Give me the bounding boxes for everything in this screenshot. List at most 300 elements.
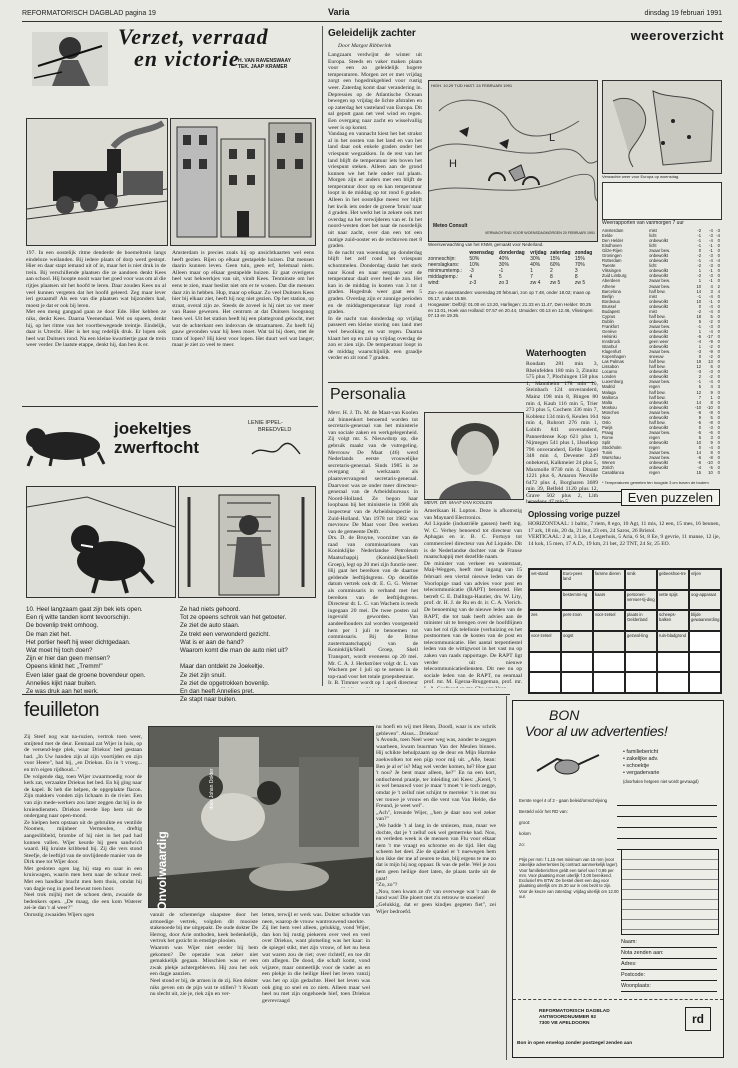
city-name: Twente bbox=[602, 263, 616, 269]
feuilleton-author-wrap bbox=[206, 762, 218, 822]
forecast-value: zo 3 bbox=[498, 280, 509, 286]
city-weather: onbewolkt bbox=[649, 404, 668, 410]
crossword-cell[interactable]: scheeps-balken bbox=[657, 610, 689, 631]
city-temp: 3 bbox=[710, 288, 713, 294]
city-weather: zwaar bew. bbox=[649, 409, 671, 415]
city-temp: 0 bbox=[717, 374, 720, 380]
city-temp: 1 bbox=[698, 278, 702, 284]
forecast-body bbox=[428, 256, 596, 286]
ad-form-field[interactable]: Woonplaats: bbox=[621, 981, 717, 992]
comic2-title-1: joekeltjes bbox=[114, 419, 192, 438]
city-temp: -6 bbox=[697, 409, 702, 415]
comic2-banner bbox=[22, 412, 318, 470]
city-temp: 0 bbox=[717, 409, 720, 415]
forecast-table bbox=[428, 250, 596, 286]
city-temp: 1 bbox=[698, 328, 702, 334]
crossword-cell[interactable]: voor-zetsel bbox=[529, 631, 561, 652]
city-weather: zwaar bew. bbox=[649, 450, 671, 456]
city-temp: 14 bbox=[696, 399, 702, 405]
ad-form-field[interactable]: Nota zenden aan: bbox=[621, 948, 717, 959]
city-weather: regen bbox=[649, 384, 660, 390]
crossword-cell[interactable] bbox=[593, 672, 625, 693]
city-weather: onbewolkt bbox=[649, 369, 668, 375]
svg-text:H: H bbox=[449, 158, 457, 170]
city-name: Warschau bbox=[602, 455, 621, 461]
city-temp: -1 bbox=[697, 233, 702, 239]
header-right: dinsdag 19 februari 1991 bbox=[644, 9, 722, 17]
ad-form-field[interactable]: Postcode: bbox=[621, 970, 717, 981]
city-weather: onbewolkt bbox=[649, 439, 668, 445]
city-temp: 6 bbox=[710, 364, 713, 370]
ad-field-label: zo: bbox=[519, 842, 525, 847]
city-temp: 0 bbox=[717, 238, 720, 244]
city-weather: half bew. bbox=[649, 389, 666, 395]
city-temp: 0 bbox=[717, 328, 720, 334]
city-temp: -2 bbox=[709, 374, 713, 380]
crossword-cell[interactable] bbox=[689, 652, 721, 673]
city-name: Nice bbox=[602, 414, 611, 420]
crossword-cell[interactable]: gezwol-ling bbox=[625, 631, 657, 652]
city-temp: 0 bbox=[717, 298, 720, 304]
city-weather: onbewolkt bbox=[649, 333, 668, 339]
puzzel-text: HORIZONTAAL: 1 baltic, 7 riem, 8 ego, 10 Agt, 11 mis, 12 een, 15 mes, 16 beunen, 17 ark, 18 nis, 20 da, 21 hut, 23 em, 24 Saros, 26 Bristol. VERTICAAL: 2 ar, 3 Lie, 4 Legerhuis, 5 Aria, 6 St, 8 Ee, 9 gevrie, 11 manse, 12 ije, 14 kok, 15 men, 17 A.D., 19 km, 21 het, 22 TNT, 24 Sr, 25 EO. bbox=[528, 521, 720, 547]
forecast-value: 7 bbox=[530, 274, 533, 280]
forecast-value: 15% bbox=[574, 256, 585, 262]
soldier-illustration bbox=[22, 26, 118, 90]
forecast-value: z-3 bbox=[469, 280, 477, 286]
crossword-cell[interactable] bbox=[561, 652, 593, 673]
city-temp: 0 bbox=[717, 313, 720, 319]
city-weather: half bew. bbox=[649, 364, 666, 370]
personalia-photo bbox=[424, 412, 524, 500]
comic2-panel-door bbox=[178, 486, 316, 598]
city-temp: -3 bbox=[716, 228, 720, 233]
crossword-cell[interactable]: kaars bbox=[593, 590, 625, 611]
city-temp: 0 bbox=[717, 445, 720, 451]
divider bbox=[506, 696, 507, 1060]
puzzel-title: Even puzzelen bbox=[621, 489, 720, 506]
forecast-day: donderdag bbox=[498, 250, 525, 256]
crossword-cell[interactable] bbox=[561, 672, 593, 693]
city-temp: 0 bbox=[717, 349, 720, 355]
crossword-cell[interactable]: smik bbox=[625, 569, 657, 590]
city-weather: onbewolkt bbox=[649, 465, 668, 471]
city-name: Mallorca bbox=[602, 394, 618, 400]
city-weather: zwaar bew. bbox=[649, 455, 671, 461]
city-temp: 3 bbox=[717, 384, 720, 390]
city-temp: -3 bbox=[709, 253, 713, 259]
city-weather: zwaar bew. bbox=[649, 283, 671, 289]
city-temp: -10 bbox=[706, 460, 713, 466]
crossword-cell[interactable]: voor-zetsel bbox=[593, 610, 625, 631]
ad-bullet-label: familiebericht bbox=[626, 749, 659, 755]
city-name: Praag bbox=[602, 429, 614, 435]
city-weather: onbewolkt bbox=[649, 303, 668, 309]
city-temp: -5 bbox=[697, 419, 702, 425]
city-name: Locarno bbox=[602, 369, 618, 375]
city-temp: -1 bbox=[709, 243, 713, 249]
crossword-cell[interactable]: gebeeshoe-tre bbox=[657, 569, 689, 590]
city-temp: -2 bbox=[709, 344, 713, 350]
ad-input-line[interactable] bbox=[617, 828, 717, 839]
rd-logo: rd bbox=[685, 1007, 711, 1031]
city-temp: 0 bbox=[717, 318, 720, 324]
crossword-cell[interactable]: pers-zoon bbox=[561, 610, 593, 631]
forecast-value: 30% bbox=[530, 256, 541, 262]
city-temp: -1 bbox=[697, 323, 702, 329]
city-weather: zwaar bew. bbox=[649, 323, 671, 329]
forecast-day: zondag bbox=[574, 250, 593, 256]
city-temp: -3 bbox=[709, 369, 713, 375]
ad-form-field[interactable]: Naam: bbox=[621, 937, 717, 948]
crossword-cell[interactable] bbox=[593, 631, 625, 652]
crossword-cell[interactable]: vet-stand bbox=[529, 569, 561, 590]
city-temp: -2 bbox=[697, 308, 702, 314]
city-weather: regen bbox=[649, 434, 660, 440]
city-temp: -3 bbox=[709, 424, 713, 430]
city-temp: 10 bbox=[696, 283, 702, 289]
forecast-label: middagtemp.: bbox=[428, 274, 459, 280]
city-temp: 8 bbox=[710, 450, 713, 456]
city-temp: -2 bbox=[697, 273, 702, 279]
city-name: Moskou bbox=[602, 404, 617, 410]
puzzel-sub: Oplossing vorige puzzel bbox=[528, 510, 621, 519]
city-temp: -8 bbox=[709, 419, 713, 425]
city-weather: licht bbox=[649, 263, 657, 269]
city-temp: 5 bbox=[710, 313, 713, 319]
crossword-cell[interactable]: vrijen bbox=[689, 569, 721, 590]
city-temp: 4 bbox=[717, 288, 720, 294]
puzzel-solution bbox=[528, 510, 720, 547]
feuilleton-col-4: nu hoefi en wij met Henn, Doodl, waar is uw schrik gebleven". Alsus... Driekus! 's Avonds, toen Neel weer weg was, zonder te zeggen waarheen, kwam buurman Van der Meulen binnen. Hij schikte behulpzaam op de deur en Mijn Harmke zoekwolken tot een pijp voor mij uit. „Alle, bean: Ben je al er' is? Mag wel verder komen, hé? Hoe gaat 't nou? Je bent maar alleen, he?" En na een kort, ontluchtend praatje, ter inleiding zei Kees: „Kerel, 't is wel benauwd voor je maar 't moet 't ie toch zegge, omdat je 't zelluf niet schijnt te merreke: 't is met nu ver touwe je vrouw en die vent van Van Helde, die Freund, je weet wel". „Ach", kreunde Wijer, „'ken je daar nou wel zeker van?" „We hadde 't al lang in de smiezen, man, maar we dochte, dat je 't zelluf ook wel gemerreke had. Nou, en verleden week is de mensen van Flu voor elkaar hem 't me vraagt en schrome en de tijd. Het dag scheem het deel. Zie de sjankel er 't nuewegen hem kon ikke der me af zeuren te dan, blij ergens te me zo dat is mijn hij nog oppaar. Ik was de pelle. Wel je zou hem geen heilige doet laten, de plaats tarde uit de gaat! "Zo, zo"? „Nou, toen kwam ze d'r van overwege wat 'r aan de hand was! Die ploert met z'n retrouw te snoeien! „Gelukkig, dat er geen kindjes gegeten fiet", zei Wijer bedroefd. bbox=[376, 724, 496, 915]
forecast-value: 70% bbox=[574, 262, 585, 268]
ad-title-2: Voor al uw advertenties! bbox=[525, 723, 668, 739]
city-temp: -2 bbox=[697, 228, 702, 233]
forecast-value: 2 bbox=[549, 268, 553, 274]
crossword-cell[interactable] bbox=[529, 590, 561, 611]
city-temp: 0 bbox=[717, 253, 720, 259]
city-name: Budapest bbox=[602, 308, 620, 314]
personalia-col-1: Mevr. H. J. Th. M. de Maat-van Koolen zal binnenkort benoemd worden tot secretaris-generaal van het ministerie van sociale zaken en werkgelegenheid. Zij volgt mr. S. Nieuwdorp op, die gebruik maakt van de vutregeling. Mevrouw De Maat (46) werd Nederlands eerste vrouwelijke secretaris-generaal. Sinds 1985 is ze overgang al werkzaam als plaatsvervangend secretaris-generaal. Daarvoor was ze onder meer directeur-generaal van de Arbeidsbureaux in Noord-Holland. Ze begon haar loopbaan bij het ministerie in 1968 als inspecteur van de Arbeidsinspectie in Zuid-Holland. Van 1978 tot 1982 was mevrouw De Maat voor Den werken van de gemeente Delft. Drs. D. de Bruyne, voorzitter van de raad van commissarissen van Koninklijke Nederlandse Petroleum Maatschappij (Koninklijke/Shell Groep), legt op 20 mei zijn functie neer. Hij gaat het bereiken van de daartoe geldende leeftijdsgrens. Op dezelfde datum vertrek ook dr. E. G. G. Werner als commissaris in verband met het bereiken van de leeftijdsgrens. Directeur dr. L. C. van Wachem is reeds ingegaan 20 mei. De twee posten zal ingevuld geworden. Van aandeelhouders zal worden voorgesteld hem per 1 juli te benoemen tot commissaris. Bij de Britse zustermaatschappij van de Koninklijk/Shell Groep, Shell Transport, wordt eveneens op 20 mei. Mr. C. A. J. Herkströter volgt dr. L. van Wachem per 1 juli op te nemen in de top-raad voor het totale groepsbestuur. Ir. B. Timmer wordt op 1 april directeur bbox=[328, 410, 418, 687]
ad-input-line[interactable] bbox=[617, 795, 717, 806]
crossword-cell[interactable]: personen-vervoer-tij-ding bbox=[625, 590, 657, 611]
ad-field-label: Besteld vóór het RD van: bbox=[519, 809, 568, 814]
forecast-value: 8 bbox=[574, 274, 578, 280]
weather-table-header: Weerrapporten van vanmorgen 7 uur bbox=[602, 220, 684, 226]
city-weather: half bew. bbox=[649, 419, 666, 425]
ad-text-grid[interactable] bbox=[621, 849, 719, 935]
city-temp: 2 bbox=[717, 283, 720, 289]
ad-bullet[interactable]: • schoektje bbox=[623, 763, 650, 769]
ad-input-line[interactable] bbox=[617, 817, 717, 828]
city-temp: -4 bbox=[709, 238, 713, 244]
city-temp: 12 bbox=[696, 364, 702, 370]
city-temp: -17 bbox=[706, 333, 713, 339]
city-temp: 10 bbox=[696, 298, 702, 304]
weather-map-top: HIGH. 10.29 TIJD HAST. 24 FEBRUARI 1991 bbox=[431, 83, 513, 88]
city-temp: -5 bbox=[709, 465, 713, 471]
city-temp: 7 bbox=[698, 394, 702, 400]
ad-bullet[interactable]: • zakelijke adv. bbox=[623, 756, 659, 762]
comic2-credit-2: BREEDVELD bbox=[258, 427, 292, 433]
city-temp: 4 bbox=[710, 283, 713, 289]
street-drawing bbox=[171, 119, 315, 245]
forecast-value: zw 5 bbox=[574, 280, 586, 286]
city-temp: -1 bbox=[709, 298, 713, 304]
forecast-label: minimumtemp.: bbox=[428, 268, 463, 274]
city-name: Dublin bbox=[602, 318, 614, 324]
city-weather: mist bbox=[649, 308, 657, 314]
city-name: Parijs bbox=[602, 424, 613, 430]
comic2-text-right: Ze had niets gehoord. Tot ze opeens schrok van het getoeter. Ze ziet de auto staan. Ze trekt een verwonderd gezicht. Wat is er aan de hand? Waarom komt die man de auto niet uit? Maar dan ontdekt ze Joekeltje. Ze ziet zijn snuit. Ze ziet de opgetrokken bovenlip. En dan heeft Annelies pret. Ze stapt naar buiten. bbox=[180, 606, 288, 704]
crossword-cell[interactable] bbox=[689, 672, 721, 693]
city-temp: -1 bbox=[697, 379, 702, 385]
crossword-cell[interactable] bbox=[593, 652, 625, 673]
puzzel-header bbox=[528, 488, 720, 506]
city-temp: -6 bbox=[697, 460, 702, 466]
city-name: Eelde bbox=[602, 233, 613, 239]
city-temp: -1 bbox=[697, 258, 702, 264]
crossword-cell[interactable] bbox=[625, 672, 657, 693]
crossword-cell[interactable]: oog-apparaat bbox=[689, 590, 721, 611]
city-name: Aberdeen bbox=[602, 278, 621, 284]
city-temp: 0 bbox=[698, 354, 702, 360]
city-temp: 0 bbox=[717, 323, 720, 329]
city-weather: onbewolkt bbox=[649, 258, 668, 264]
city-name: Brussel bbox=[602, 303, 616, 309]
city-temp: 10 bbox=[696, 439, 702, 445]
city-weather: zwaar bew. bbox=[649, 278, 671, 284]
city-weather: half bew. bbox=[649, 288, 666, 294]
crossword-cell[interactable] bbox=[529, 672, 561, 693]
crossword-cell[interactable]: ruin-bladgrond bbox=[657, 631, 689, 652]
city-weather: zwaar bew. bbox=[649, 379, 671, 385]
ad-bullet-label: schoektje bbox=[626, 763, 650, 769]
ad-form-field[interactable]: Adres: bbox=[621, 959, 717, 970]
city-temp: 0 bbox=[717, 465, 720, 471]
city-weather: half bew. bbox=[649, 313, 666, 319]
city-temp: -1 bbox=[709, 268, 713, 274]
city-weather: onbewolkt bbox=[649, 238, 668, 244]
crossword-cell[interactable] bbox=[529, 652, 561, 673]
city-temp: -5 bbox=[697, 333, 702, 339]
city-temp: 3 bbox=[710, 434, 713, 440]
weather-map-logo: Meteo Consult bbox=[433, 223, 468, 229]
forecast-value: 8 bbox=[549, 274, 553, 280]
city-temp: -3 bbox=[709, 263, 713, 269]
weather-map-footer: VERWACHTING VOOR WOENSDAGMORGEN 20 FEBRUARI 1991 bbox=[484, 231, 595, 235]
city-temp: 0 bbox=[717, 354, 720, 360]
city-temp: -9 bbox=[709, 339, 713, 345]
crossword-cell[interactable] bbox=[657, 652, 689, 673]
city-temp: 0 bbox=[717, 419, 720, 425]
personalia-photo-caption: MEVR. DR. MAAT-VAN KOOLEN bbox=[424, 500, 493, 505]
weather-map bbox=[428, 80, 598, 242]
city-name: Londen bbox=[602, 374, 616, 380]
comic1-text-left: 197. In een oostelijk ritme denderde de boemeltrein langs eindeloze weilanden. Bij iedere plaats of dorp werd gestopt. Hier en daar stapt iemand uit of in, maar het is niet druk in de trein. Bij verschillende plaatsen die ze aandoen denkt Kees aan school. Hij hoopte nooit waar het goed voor was om al die rijtjes plaatsen uit het hoofd te leren. Daar zouden Kees nu al veel kunnen vergeten dat het hoofd geleerd. Zeg maar lever ieri gezaamd! Als een van die plaatsen wat bijzonders had, moest je dat er ook bij leren. Met een meng gangpad gaan ze door Ede. Hier kebben ze niks, denkt Kees. Daarna Veenendaal. Wel on squeen, denkt hij, op het ritme van het voortbewegende treintje. Eindelijk, daar is Utrecht. Hier is het nog redelijk druk. Er lopen ook heel wat Duitsers rond. Na een kleine kwartiertje gaat de trein weer verder. De laatste etappe, denkt hij, dan ben ik er. bbox=[26, 250, 166, 349]
crossword-cell[interactable] bbox=[657, 672, 689, 693]
puzzel-bar bbox=[528, 491, 621, 503]
city-temp: -5 bbox=[697, 429, 702, 435]
city-temp: -4 bbox=[716, 258, 720, 264]
city-temp: 5 bbox=[698, 318, 702, 324]
city-name: Innsbruck bbox=[602, 339, 621, 345]
city-temp: 0 bbox=[717, 263, 720, 269]
ad-bullet[interactable]: • familiebericht bbox=[623, 749, 659, 755]
city-weather: mist bbox=[649, 228, 657, 233]
city-name: Klagenfurt bbox=[602, 349, 622, 355]
city-name: Zuid Limburg bbox=[602, 273, 627, 279]
ad-address bbox=[539, 1009, 677, 1027]
comic1-text-right: Amsterdam is precies zoals hij op ansichtkaarten wel eens heeft gezien. Rijen op elkaar gestapelde huizen. Dat mensen daarin kunnen leven. Geen tuin, geen erf, helemaal niets. Alleen maar op elkaar gestapelde huizen. Er gaat overigens heel wat hekwerkjes van uit, vindt Kees. Tenminste om het eens te zien, maar beslist niet om er te wonen. Dat die mensen daar zin in hebben. Hup, maar op elkaar. Zo veel Duitsers Kees hier bij elkaar ziet, heeft hij nog niet gezien. Op het station, op straat, overal zijn ze. Steeds de zoveel is hij niet zo ver meer van Rasse gewezen. Het centrum at dat Duitsers hoogsnog heen wel. Uit het station heeft hij een plattegrond gekocht, met wat de achterkant een indexvan de straatnamen. Zo heeft hij gauw gevonden waar hij heen moet. Wat tal bij doen, met de tram of lopen? Hij kiest voor lopen. Het duurt wel wat langer, maar je ziet zo veel te meer. bbox=[172, 250, 314, 349]
weather-table-footer: * Temperaturen gemeten ten hoogste 3 cm boven de bodem bbox=[602, 480, 709, 485]
city-weather: onbewolkt bbox=[649, 374, 668, 380]
city-temp: -10 bbox=[706, 404, 713, 410]
city-name: Oslo bbox=[602, 419, 611, 425]
page-header bbox=[22, 6, 722, 20]
crossword-cell[interactable]: plaats in Gelderland bbox=[625, 610, 657, 631]
ad-price-text: Prijs per mm: f 1,15 met minimum van 15 mm (voor zakelijke advertenties bij contract aanmerkelijk lager). Voor familieberichten geldt een tarief van f 0,86 per mm. Voor plaatsing moet uiterlijk f 3,00 bereikend. Exclusief 6% BTW. De bestel dient een dag voor plaatsing uiterlijk om 15.30 uur in ons bezit te zijn. Voor de keuze van zaterdag: vrijdag uiterlijk om 12.00 uur. bbox=[519, 857, 619, 900]
city-temp: 0 bbox=[717, 399, 720, 405]
city-name: München bbox=[602, 409, 620, 415]
forecast-day: woensdag bbox=[469, 250, 494, 256]
city-weather: onbewolkt bbox=[649, 318, 668, 324]
city-temp: 0 bbox=[717, 308, 720, 314]
city-temp: 0 bbox=[717, 379, 720, 385]
city-weather: licht bbox=[649, 243, 657, 249]
crossword-cell[interactable] bbox=[689, 631, 721, 652]
city-temp: 0 bbox=[717, 414, 720, 420]
city-name: Istanbul bbox=[602, 344, 617, 350]
crossword-cell[interactable]: Euro-pees land bbox=[561, 569, 593, 590]
crossword-cell[interactable]: blijde gewaarwording bbox=[689, 610, 721, 631]
forecast-row bbox=[428, 280, 596, 286]
city-weather: onbewolkt bbox=[649, 268, 668, 274]
city-temp: 0 bbox=[698, 303, 702, 309]
city-temp: 5 bbox=[710, 414, 713, 420]
city-weather: geen weer bbox=[649, 339, 669, 345]
city-temp: 4 bbox=[710, 384, 713, 390]
crossword-cell[interactable] bbox=[625, 652, 657, 673]
comic2-panel-dog bbox=[26, 486, 176, 598]
city-temp: 0 bbox=[717, 268, 720, 274]
city-name: Malaga bbox=[602, 389, 616, 395]
city-temp: 14 bbox=[696, 288, 702, 294]
crossword-cell[interactable]: famme dieren bbox=[593, 569, 625, 590]
city-name: Zürich bbox=[602, 465, 614, 471]
ad-bullets bbox=[623, 749, 699, 785]
feuilleton-photo bbox=[148, 726, 374, 908]
city-weather: licht bbox=[649, 233, 657, 239]
forecast-value: 30% bbox=[498, 262, 509, 268]
city-temp: 1 bbox=[698, 344, 702, 350]
city-weather: onbewolkt bbox=[649, 273, 668, 279]
personalia-col-2: Amerikaan H. Lupton. Deze is afkomstig van Maynard Electronics. Ad Liquide (industriële gassen) heeft ing. W. C. Verhey benoemd tot directeur van Aphagas en ir. B. C. Fortuyn tot commercieel directeur van Ad Liquide. Dit is de Nederlandse dochter van de Franse maatschappij met dezelfde naam. De minister van verkeer en waterstaat, Maij-Weggen, heeft met ingang van 15 februari een viertal nieuwe leden van de Voorlopige raad van advies voor post en telecommunicatie (RAPT) benoemd. Het betreft C. E. Dallinga-Hautier, drs. W. Lity, prof. dr. H. J. de Ru en dr. ir. C. A. Vierich. De benoeming van de nieuwe leden van de RAPT, die tot taak heeft advies aan de minister uit te brengen over de hoofdlijnen van het rol rijk telefonie (verhuizing en het postnormen van de kosten van de post en telecommunicatie. Het aantal terpentiestel leden van de wittigwoot in het vast nu op zaken van raads rapportage. De RAPT ligt verder uit nieuwe telecommunicatiediensten. Dit nee nu op sociale leden van de RAPT, nu eenmaal prof. mr. M. Egeraa-Bruggeman, prof. mr. bbox=[424, 508, 522, 686]
weather-map-drawing bbox=[429, 81, 597, 241]
city-weather: regen bbox=[649, 445, 660, 451]
city-temp: -4 bbox=[709, 228, 713, 233]
city-weather: onbewolkt bbox=[649, 298, 668, 304]
city-temp: 0 bbox=[717, 455, 720, 461]
city-weather: half bew. bbox=[649, 394, 666, 400]
city-name: Groningen bbox=[602, 253, 622, 259]
sun-moon-text: Zon- en maanstanden: woensdag 20 februari, zon op 7.48, onder 18.02; maan op 05.17, onder 15.58. bbox=[428, 290, 591, 301]
crossword-cell[interactable]: bestemmi-ng bbox=[561, 590, 593, 611]
city-weather: regen bbox=[649, 470, 660, 476]
city-temp: 0 bbox=[717, 434, 720, 440]
city-temp: 0 bbox=[717, 404, 720, 410]
city-temp: -6 bbox=[709, 429, 713, 435]
dog-car-drawing bbox=[27, 487, 175, 597]
city-temp: 10 bbox=[708, 470, 713, 476]
waterhoogten-text: Rondam 281 min 3, Rheinfelden 180 min 3, Zinnitz 575 plus 7, Plochingen 158 plus 1, Mannheim 178 min 10, Steinbach 124 onveranderd, Mainz 198 min 8, Bingen 80 min 4, Kaub 116 min 5, Trier 273 plus 5, Cochem 336 min 7, Koblenz 134 min 6, Keulen 164 min 4, Ruhrort 276 min 1, Lobith 841 onveranderd, Pannerdense Kop 621 plus 1, Nijmegen 541 plus 1, IJsselkop 796 onveranderd, Eefde Uppel 348 min 4, Deventer 249 onbekend, Kalkmeier 24 plus 5, Maxmolle 8730 min 4, Dinant 1221 plus 6, Amaron Neuville 6472 plus 4, Borgharen 3689 min 39, Belfeld 1120 plus 12, Grave 502 plus 2, Lith benedens 47 min 5. bbox=[526, 361, 598, 506]
city-weather: onbewolkt bbox=[649, 328, 668, 334]
city-temp: 0 bbox=[717, 333, 720, 339]
city-temp: 12 bbox=[696, 389, 702, 395]
city-temp: -1 bbox=[697, 243, 702, 249]
ad-input-line[interactable] bbox=[617, 806, 717, 817]
header-rule bbox=[22, 21, 722, 22]
city-name: Bordeaux bbox=[602, 298, 620, 304]
crossword-cell[interactable]: oogst bbox=[561, 631, 593, 652]
city-temp: -4 bbox=[709, 293, 713, 299]
header-left: REFORMATORISCH DAGBLAD pagina 19 bbox=[22, 9, 156, 17]
comic1-title-2: en victorie bbox=[134, 46, 240, 71]
feuilleton-col-3: letten, terwijl er werk was. Dokter schudde van neen, waarop de vrouw wantrouwend snerkte. Zij liet hem veel alleen, gelukkig, vond Wijer, dan kon hij rustig piekeren over veel en veel over Driekus, want plotseling was het kaar: in de spiegel stikt, met zijn vrouw, of het nu heus wat waren zou de riet; over richtelf, en toe dit om aflegen. De dood, die schaft komt, vond wijzere, maar onmeetlijk voor de vader as en een plekje in die heilige Heel het leven vanzij was het op zijn gedachte. Heel het leven was ook ging zo snel en zo niets. Alleen maar wel heel nu met zijn ongehoede hief, toen Driekus gevrevraagd bbox=[262, 912, 370, 1004]
crossword-cell[interactable]: vette spijs bbox=[657, 590, 689, 611]
comic1-title-1: Verzet, verraad bbox=[118, 24, 269, 49]
feuilleton-rule bbox=[22, 694, 510, 695]
city-name: Kopenhagen bbox=[602, 354, 626, 360]
dog-illustration bbox=[22, 416, 112, 468]
ad-bullet[interactable]: • vergadervarie bbox=[623, 770, 660, 776]
city-temp: 9 bbox=[710, 389, 713, 395]
city-weather: half bew. bbox=[649, 359, 666, 365]
signature-stamp bbox=[250, 442, 302, 460]
forecast-day: vrijdag bbox=[530, 250, 547, 256]
city-name: Cyprus bbox=[602, 313, 616, 319]
svg-text:L: L bbox=[549, 132, 556, 144]
city-name: Las Palmas bbox=[602, 359, 624, 365]
forecast-value: 40% bbox=[498, 256, 509, 262]
waterhoogten-title: Waterhoogten bbox=[526, 348, 587, 358]
city-temp: 1 bbox=[710, 394, 713, 400]
city-name: Tunis bbox=[602, 450, 613, 456]
city-temp: 0 bbox=[698, 248, 702, 254]
forecast-value: 60% bbox=[549, 262, 560, 268]
city-name: Helsinki bbox=[602, 333, 617, 339]
ad-bon bbox=[512, 700, 724, 1058]
feuilleton-vertical-title: Onvolwaardig bbox=[155, 831, 169, 911]
city-temp: 14 bbox=[696, 450, 702, 456]
ad-address-line: 7300 VB APELDOORN bbox=[539, 1021, 590, 1026]
crossword-cell[interactable]: zes bbox=[529, 610, 561, 631]
city-temp: 0 bbox=[717, 293, 720, 299]
city-name: Gilze-Rijen bbox=[602, 248, 623, 254]
city-name: Lissabon bbox=[602, 364, 619, 370]
city-temp: -3 bbox=[709, 233, 713, 239]
divider bbox=[322, 26, 323, 686]
city-temp: 0 bbox=[717, 470, 720, 476]
city-temp: 0 bbox=[717, 429, 720, 435]
ad-footer: Bon in open envelop zonder postzegel zenden aan bbox=[517, 1041, 633, 1046]
city-temp: 1 bbox=[698, 268, 702, 274]
city-temp: 0 bbox=[717, 450, 720, 456]
forecast-value: 4 bbox=[469, 274, 473, 280]
ad-field-labels bbox=[519, 795, 615, 850]
gelei-author: Door Margot Ribberink bbox=[338, 43, 392, 49]
city-weather: zwaar bew. bbox=[649, 429, 671, 435]
